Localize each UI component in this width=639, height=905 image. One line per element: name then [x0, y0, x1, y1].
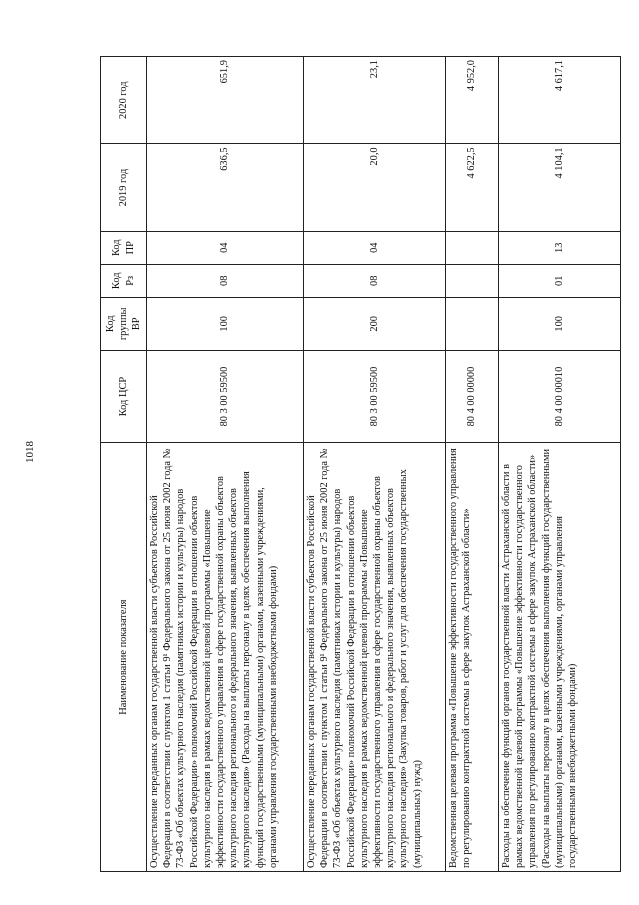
row-rz: 08 [147, 264, 304, 297]
row-2019: 20,0 [304, 144, 446, 231]
row-name: Осуществление переданных органам государственной власти субъектов Российской Федерации в соответствии с пунктом 1 статьи 9¹ Федерального закона от 25 июня 2002 года № 73-ФЗ «Об объектах культурного наследия (памятниках истории и культуры) народов Российской Федерации» полномочий Российской Федерации в отношении объектов культурного наследия в рамках ведомственной целевой программы «Повышение эффективности государственного управления в сфере государственной охраны объектов культурного наследия регионального и федерального значения, выявленных объектов культурного наследия» (Закупка товаров, работ и услуг для обеспечения государственных (муниципальных) нужд) [304, 443, 446, 872]
row-vr: 100 [499, 297, 621, 350]
page-number: 1018 [24, 441, 36, 463]
header-rz: Код Рз [101, 264, 147, 297]
row-name: Ведомственная целевая программа «Повышение эффективности государственного управления по регулированию контрактной системы в сфере закупок Астраханской области» [446, 443, 499, 872]
row-rz [446, 264, 499, 297]
row-pr: 13 [499, 231, 621, 264]
table-row [446, 57, 499, 872]
row-csr: 80 3 00 59500 [147, 350, 304, 443]
row-2019: 4 104,1 [499, 144, 621, 231]
row-pr [446, 231, 499, 264]
header-csr: Код ЦСР [101, 350, 147, 443]
table-header-row [101, 57, 147, 872]
row-csr: 80 4 00 00000 [446, 350, 499, 443]
table-row [147, 57, 304, 872]
header-vr: Код группы ВР [101, 297, 147, 350]
row-pr: 04 [147, 231, 304, 264]
header-2020: 2020 год [101, 57, 147, 144]
row-rz: 08 [304, 264, 446, 297]
row-2020: 23,1 [304, 57, 446, 144]
row-name: Расходы на обеспечение функций органов государственной власти Астраханской области в рамках ведомственной целевой программы «Повышение эффективности государственного управления по регулированию контрактной системы в сфере закупок Астраханской области» (Расходы на выплаты персоналу в целях обеспечения выполнения функций государственными (муниципальными) органами, казенными учреждениями, органами управления государственными внебюджетными фондами) [499, 443, 621, 872]
row-2020: 4 617,1 [499, 57, 621, 144]
row-vr: 100 [147, 297, 304, 350]
header-pr: Код ПР [101, 231, 147, 264]
row-2020: 651,9 [147, 57, 304, 144]
row-vr [446, 297, 499, 350]
row-2020: 4 952,0 [446, 57, 499, 144]
row-vr: 200 [304, 297, 446, 350]
row-csr: 80 4 00 00010 [499, 350, 621, 443]
row-csr: 80 3 00 59500 [304, 350, 446, 443]
row-name: Осуществление переданных органам государственной власти субъектов Российской Федерации в соответствии с пунктом 1 статьи 9¹ Федерального закона от 25 июня 2002 года № 73-ФЗ «Об объектах культурного наследия (памятниках истории и культуры) народов Российской Федерации» полномочий Российской Федерации в отношении объектов культурного наследия в рамках ведомственной целевой программы «Повышение эффективности государственного управления в сфере государственной охраны объектов культурного наследия регионального и федерального значения, выявленных объектов культурного наследия» (Расходы на выплаты персоналу в целях обеспечения выполнения функций государственными (муниципальными) органами, казенными учреждениями, органами управления государственными внебюджетными фондами) [147, 443, 304, 872]
table-row [304, 57, 446, 872]
header-2019: 2019 год [101, 144, 147, 231]
row-2019: 4 622,5 [446, 144, 499, 231]
row-rz: 01 [499, 264, 621, 297]
rotated-table-container [100, 56, 620, 872]
budget-table [100, 56, 621, 872]
row-2019: 636,5 [147, 144, 304, 231]
row-pr: 04 [304, 231, 446, 264]
header-name: Наименование показателя [101, 443, 147, 872]
table-row [499, 57, 621, 872]
